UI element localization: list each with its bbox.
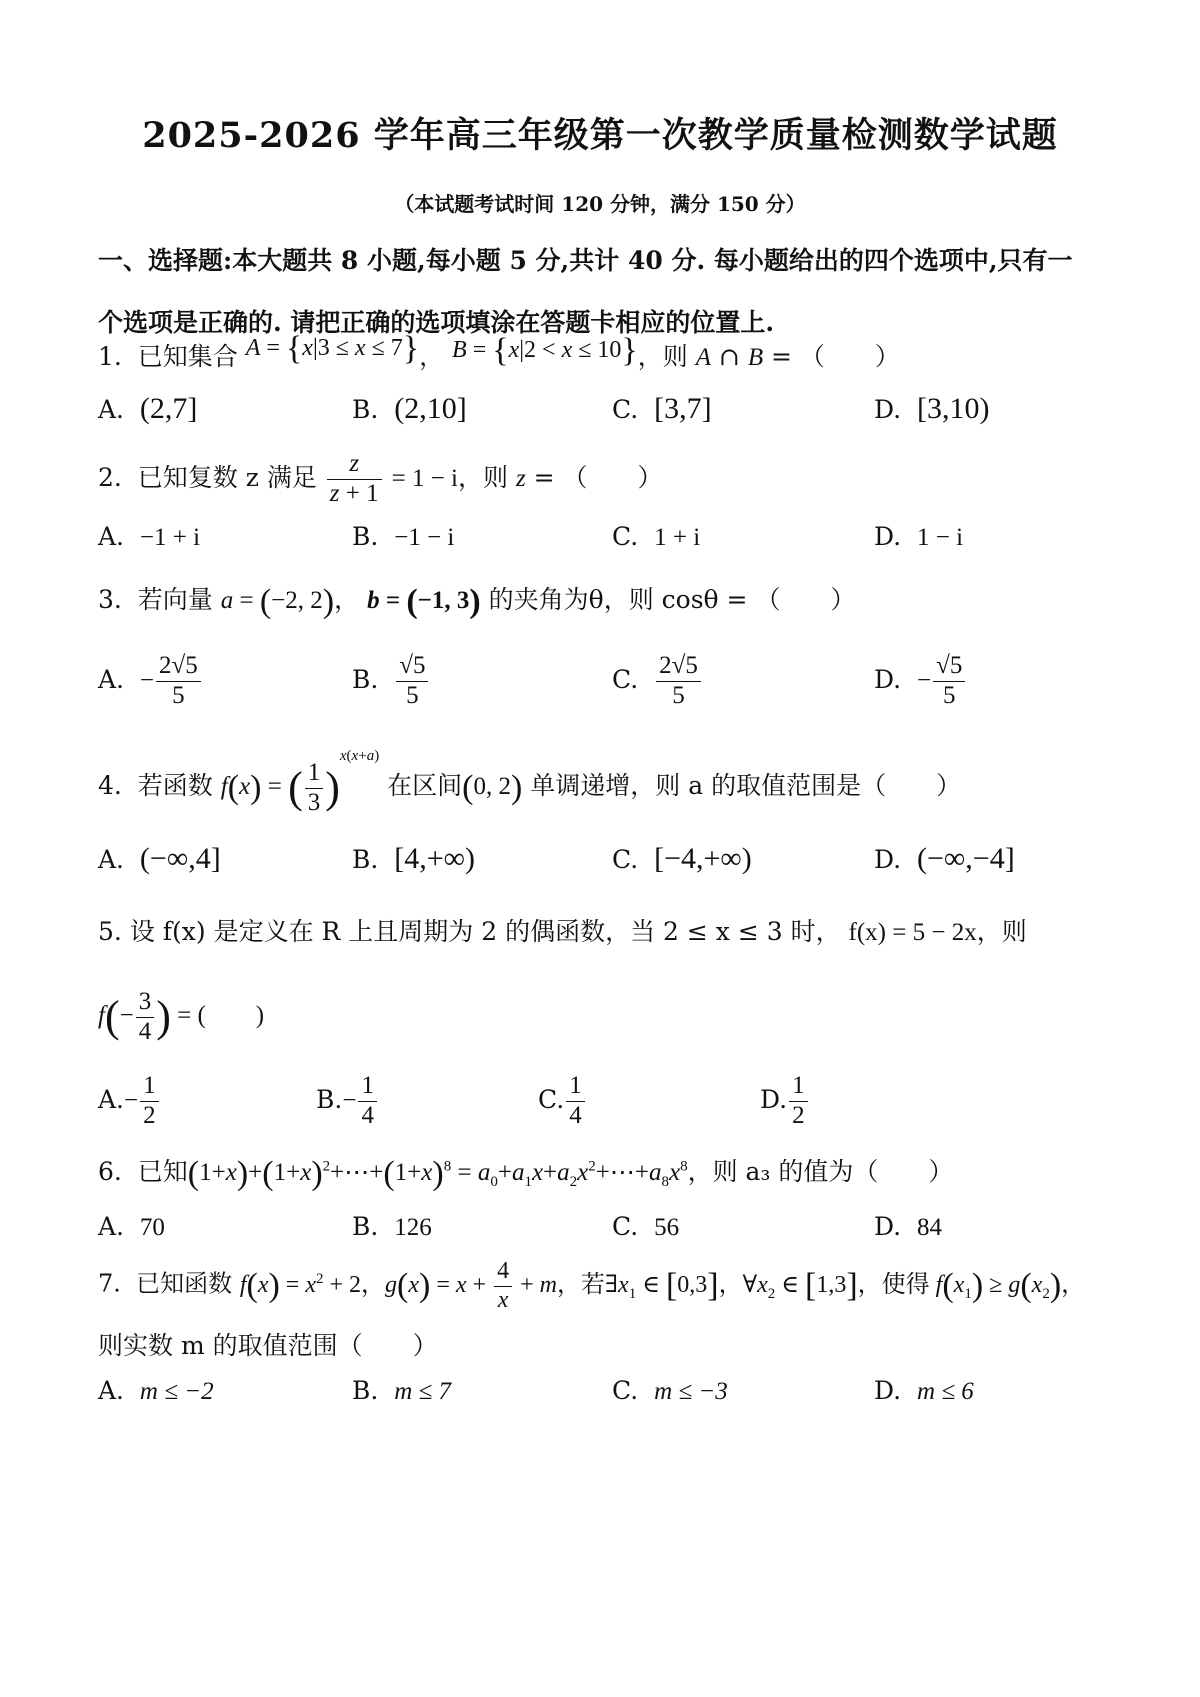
question-text: 已知 bbox=[137, 1157, 188, 1186]
q1-option-b[interactable]: B. (2,10] bbox=[352, 392, 467, 425]
vector-a: a = (−2, 2) bbox=[220, 583, 335, 620]
question-text: 已知函数 bbox=[136, 1269, 233, 1298]
q6-option-b[interactable]: B. 126 bbox=[352, 1212, 432, 1241]
exam-subtitle: （本试题考试时间 120 分钟，满分 150 分） bbox=[394, 192, 806, 216]
question-5-expr: f(− $\frac{3}{4}$ ) = ( ) bbox=[98, 988, 265, 1045]
q1-option-a[interactable]: A. (2,7] bbox=[98, 392, 198, 425]
q2-option-b[interactable]: B. −1 − i bbox=[352, 522, 455, 551]
q4-option-b[interactable]: B. [4,+∞) bbox=[352, 842, 476, 875]
question-5 bbox=[98, 912, 1027, 948]
question-text: 若函数 bbox=[137, 771, 213, 800]
q2-option-c[interactable]: C. 1 + i bbox=[612, 522, 701, 551]
q1-option-c[interactable]: C. [3,7] bbox=[612, 392, 712, 425]
q7-option-b[interactable]: B. m ≤ 7 bbox=[352, 1376, 452, 1405]
question-tail: 的夹角为θ，则 cosθ = （ ） bbox=[488, 585, 856, 614]
question-3: 3. 若向量 a = (−2, 2)， b = (−1, 3) 的夹角为θ，则 cosθ = （ ） bbox=[98, 583, 856, 620]
question-7 bbox=[98, 1258, 1085, 1314]
q4-option-d[interactable]: D. (−∞,−4] bbox=[874, 842, 1015, 875]
q7-option-c[interactable]: C. m ≤ −3 bbox=[612, 1376, 728, 1405]
question-7-line2: 则实数 m 的取值范围（ ） bbox=[98, 1331, 438, 1360]
q5-option-b[interactable]: B.− $\frac{1}{4}$ bbox=[316, 1072, 379, 1131]
question-number: 5. bbox=[98, 917, 122, 946]
q3-option-a[interactable]: A. − $\frac{2√5}{5}$ bbox=[98, 652, 203, 711]
question-4: 4. 若函数 f(x) = ( $\frac{1}{3}$ )$^{x(x+a)}$ 在区间(0, 2) 单调递增，则 a 的取值范围是（ ） bbox=[98, 748, 962, 816]
set-b: B = {x|2 < x ≤ 10} bbox=[452, 332, 638, 369]
question-equation: f(x) = 5 − 2x bbox=[848, 919, 977, 946]
question-tail: 单调递增，则 a 的取值范围是（ ） bbox=[530, 771, 962, 800]
q6-option-a[interactable]: A. 70 bbox=[98, 1212, 165, 1241]
exam-title: 2025-2026 学年高三年级第一次教学质量检测数学试题 bbox=[142, 115, 1058, 156]
expansion: $(1+x)+(1+x)^2+\cdots+(1+x)^8$ = $a_0+a_1x+a_2x^2+\cdots+a_8x^8$ bbox=[187, 1155, 688, 1192]
section-line-2: 个选项是正确的. 请把正确的选项填涂在答题卡相应的位置上. bbox=[98, 308, 775, 337]
section-line-1: 一、选择题:本大题共 8 小题,每小题 5 分,共计 40 分. 每小题给出的四个选项中,只有一 bbox=[98, 246, 1073, 275]
q7-option-a[interactable]: A. m ≤ −2 bbox=[98, 1376, 214, 1405]
question-1: 1. 已知集合 A = {x|3 ≤ x ≤ 7}， B = {x|2 < x ≤ 10}，则 A ∩ B = （ ） bbox=[98, 330, 900, 371]
q2-option-a[interactable]: A. −1 + i bbox=[98, 522, 201, 551]
question-6 bbox=[98, 1152, 953, 1193]
q2-option-d[interactable]: D. 1 − i bbox=[874, 522, 964, 551]
question-number: 2. bbox=[98, 462, 122, 492]
question-text: 已知复数 z 满足 bbox=[137, 462, 317, 492]
question-text: 若向量 bbox=[137, 585, 213, 614]
question-number: 6. bbox=[98, 1157, 122, 1186]
question-number: 4. bbox=[98, 771, 122, 800]
fraction-z: $\frac{z}{z + 1}$ bbox=[327, 450, 382, 509]
question-text: 设 f(x) 是定义在 R 上且周期为 2 的偶函数，当 2 ≤ x ≤ 3 时， bbox=[129, 917, 841, 946]
q3-option-d[interactable]: D. − $\frac{√5}{5}$ bbox=[874, 652, 967, 711]
q7-option-d[interactable]: D. m ≤ 6 bbox=[874, 1376, 974, 1405]
q5-option-c[interactable]: C. $\frac{1}{4}$ bbox=[538, 1072, 587, 1131]
vector-b: b = (−1, 3) bbox=[367, 583, 481, 620]
question-mid: 在区间 bbox=[387, 771, 463, 800]
question-tail: ，则 bbox=[976, 917, 1027, 946]
question-text: 已知集合 bbox=[137, 342, 238, 371]
q4-option-a[interactable]: A. (−∞,4] bbox=[98, 842, 221, 875]
function-defs: $f(x) = x^2 + 2$，g(x) = x + $\frac{4}{x}$ + m，若$\exists x_1$ ∈ [0,3]，$\forall x_2$ ∈ [1,3]，使得 $f(x_1) \ge g(x_2)$， bbox=[239, 1258, 1086, 1313]
question-number: 1. bbox=[98, 342, 122, 371]
set-a: A = {x|3 ≤ x ≤ 7} bbox=[245, 330, 420, 367]
question-tail: ，则 a₃ 的值为（ ） bbox=[687, 1157, 954, 1186]
question-number: 7. bbox=[98, 1269, 121, 1298]
q6-option-d[interactable]: D. 84 bbox=[874, 1212, 943, 1241]
q4-option-c[interactable]: C. [−4,+∞) bbox=[612, 842, 752, 875]
q3-option-b[interactable]: B. $\frac{√5}{5}$ bbox=[352, 652, 430, 711]
q5-option-d[interactable]: D. $\frac{1}{2}$ bbox=[760, 1072, 810, 1131]
q3-option-c[interactable]: C. $\frac{2√5}{5}$ bbox=[612, 652, 703, 711]
function-f: f(x) = ( $\frac{1}{3}$ )$^{x(x+a)}$ bbox=[220, 748, 380, 816]
q6-option-c[interactable]: C. 56 bbox=[612, 1212, 680, 1241]
question-2: 2. 已知复数 z 满足 $\frac{z}{z + 1}$ = 1 − i，则 z = （ ） bbox=[98, 450, 663, 507]
question-number: 3. bbox=[98, 585, 122, 614]
q1-option-d[interactable]: D. [3,10) bbox=[874, 392, 990, 425]
q5-option-a[interactable]: A.− $\frac{1}{2}$ bbox=[98, 1072, 161, 1131]
